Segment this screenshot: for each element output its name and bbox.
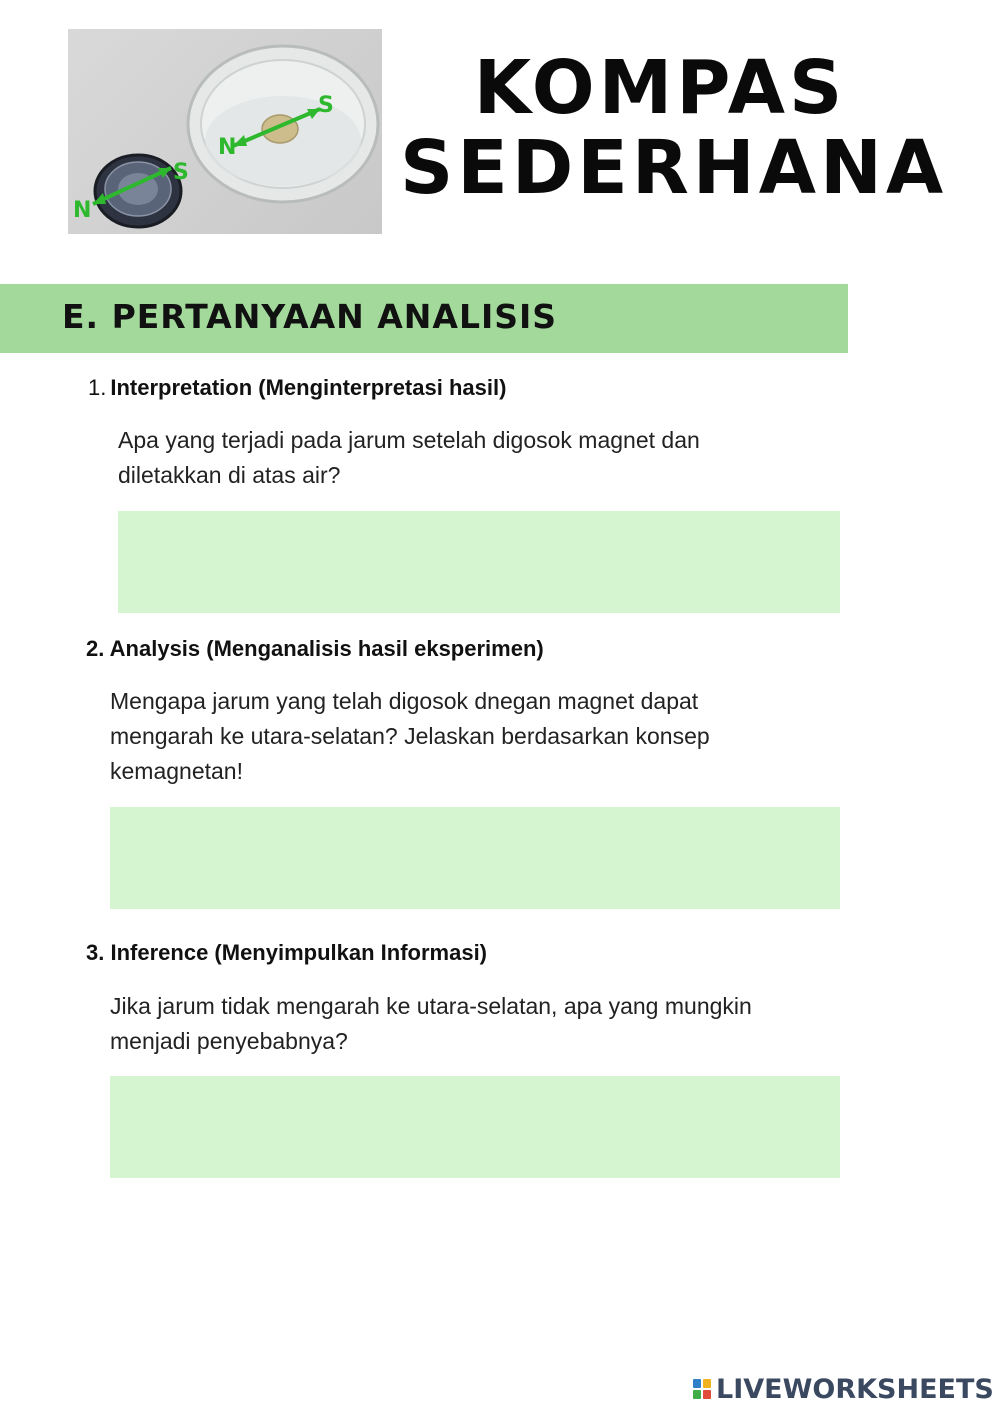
bowl-south-label: S bbox=[318, 93, 334, 118]
question-3-line-1: Jika jarum tidak mengarah ke utara-selatan, apa yang mungkin bbox=[110, 993, 752, 1019]
question-2-line-3: kemagnetan! bbox=[110, 758, 243, 784]
title-line-1: KOMPAS bbox=[473, 45, 847, 131]
question-3-number: 3. bbox=[86, 940, 105, 965]
question-2-title: Analysis (Menganalisis hasil eksperimen) bbox=[109, 636, 544, 661]
question-2-number: 2. bbox=[86, 636, 105, 661]
question-1-heading bbox=[88, 375, 506, 401]
question-2-text bbox=[110, 684, 710, 789]
liveworksheets-icon bbox=[692, 1378, 712, 1400]
answer-1-input[interactable] bbox=[118, 511, 840, 613]
answer-2-input[interactable] bbox=[110, 807, 840, 909]
compass-photo-illustration bbox=[68, 29, 382, 234]
question-1-number: 1. bbox=[88, 375, 107, 400]
question-2-line-1: Mengapa jarum yang telah digosok dnegan magnet dapat bbox=[110, 688, 699, 714]
question-3-title: Inference (Menyimpulkan Informasi) bbox=[110, 940, 488, 965]
question-3-text bbox=[110, 989, 752, 1059]
question-2-heading bbox=[86, 636, 544, 662]
answer-3-input[interactable] bbox=[110, 1076, 840, 1178]
question-1-text bbox=[118, 423, 700, 493]
question-2-line-2: mengarah ke utara-selatan? Jelaskan berdasarkan konsep bbox=[110, 723, 710, 749]
question-1-line-1: Apa yang terjadi pada jarum setelah digosok magnet dan bbox=[118, 427, 700, 453]
compass-north-label: N bbox=[73, 198, 92, 223]
compass-south-label: S bbox=[173, 160, 189, 185]
title-line-2: SEDERHANA bbox=[400, 125, 948, 211]
question-1-title: Interpretation (Menginterpretasi hasil) bbox=[110, 375, 507, 400]
page-title bbox=[400, 45, 948, 211]
liveworksheets-logo[interactable] bbox=[692, 1374, 994, 1404]
compass-photo bbox=[68, 29, 382, 234]
section-title: E. PERTANYAAN ANALISIS bbox=[62, 297, 558, 336]
liveworksheets-brand-text: LIVEWORKSHEETS bbox=[716, 1373, 994, 1405]
question-1-line-2: diletakkan di atas air? bbox=[118, 462, 341, 488]
question-3-heading bbox=[86, 940, 487, 966]
question-3-line-2: menjadi penyebabnya? bbox=[110, 1028, 348, 1054]
bowl-north-label: N bbox=[218, 135, 237, 160]
